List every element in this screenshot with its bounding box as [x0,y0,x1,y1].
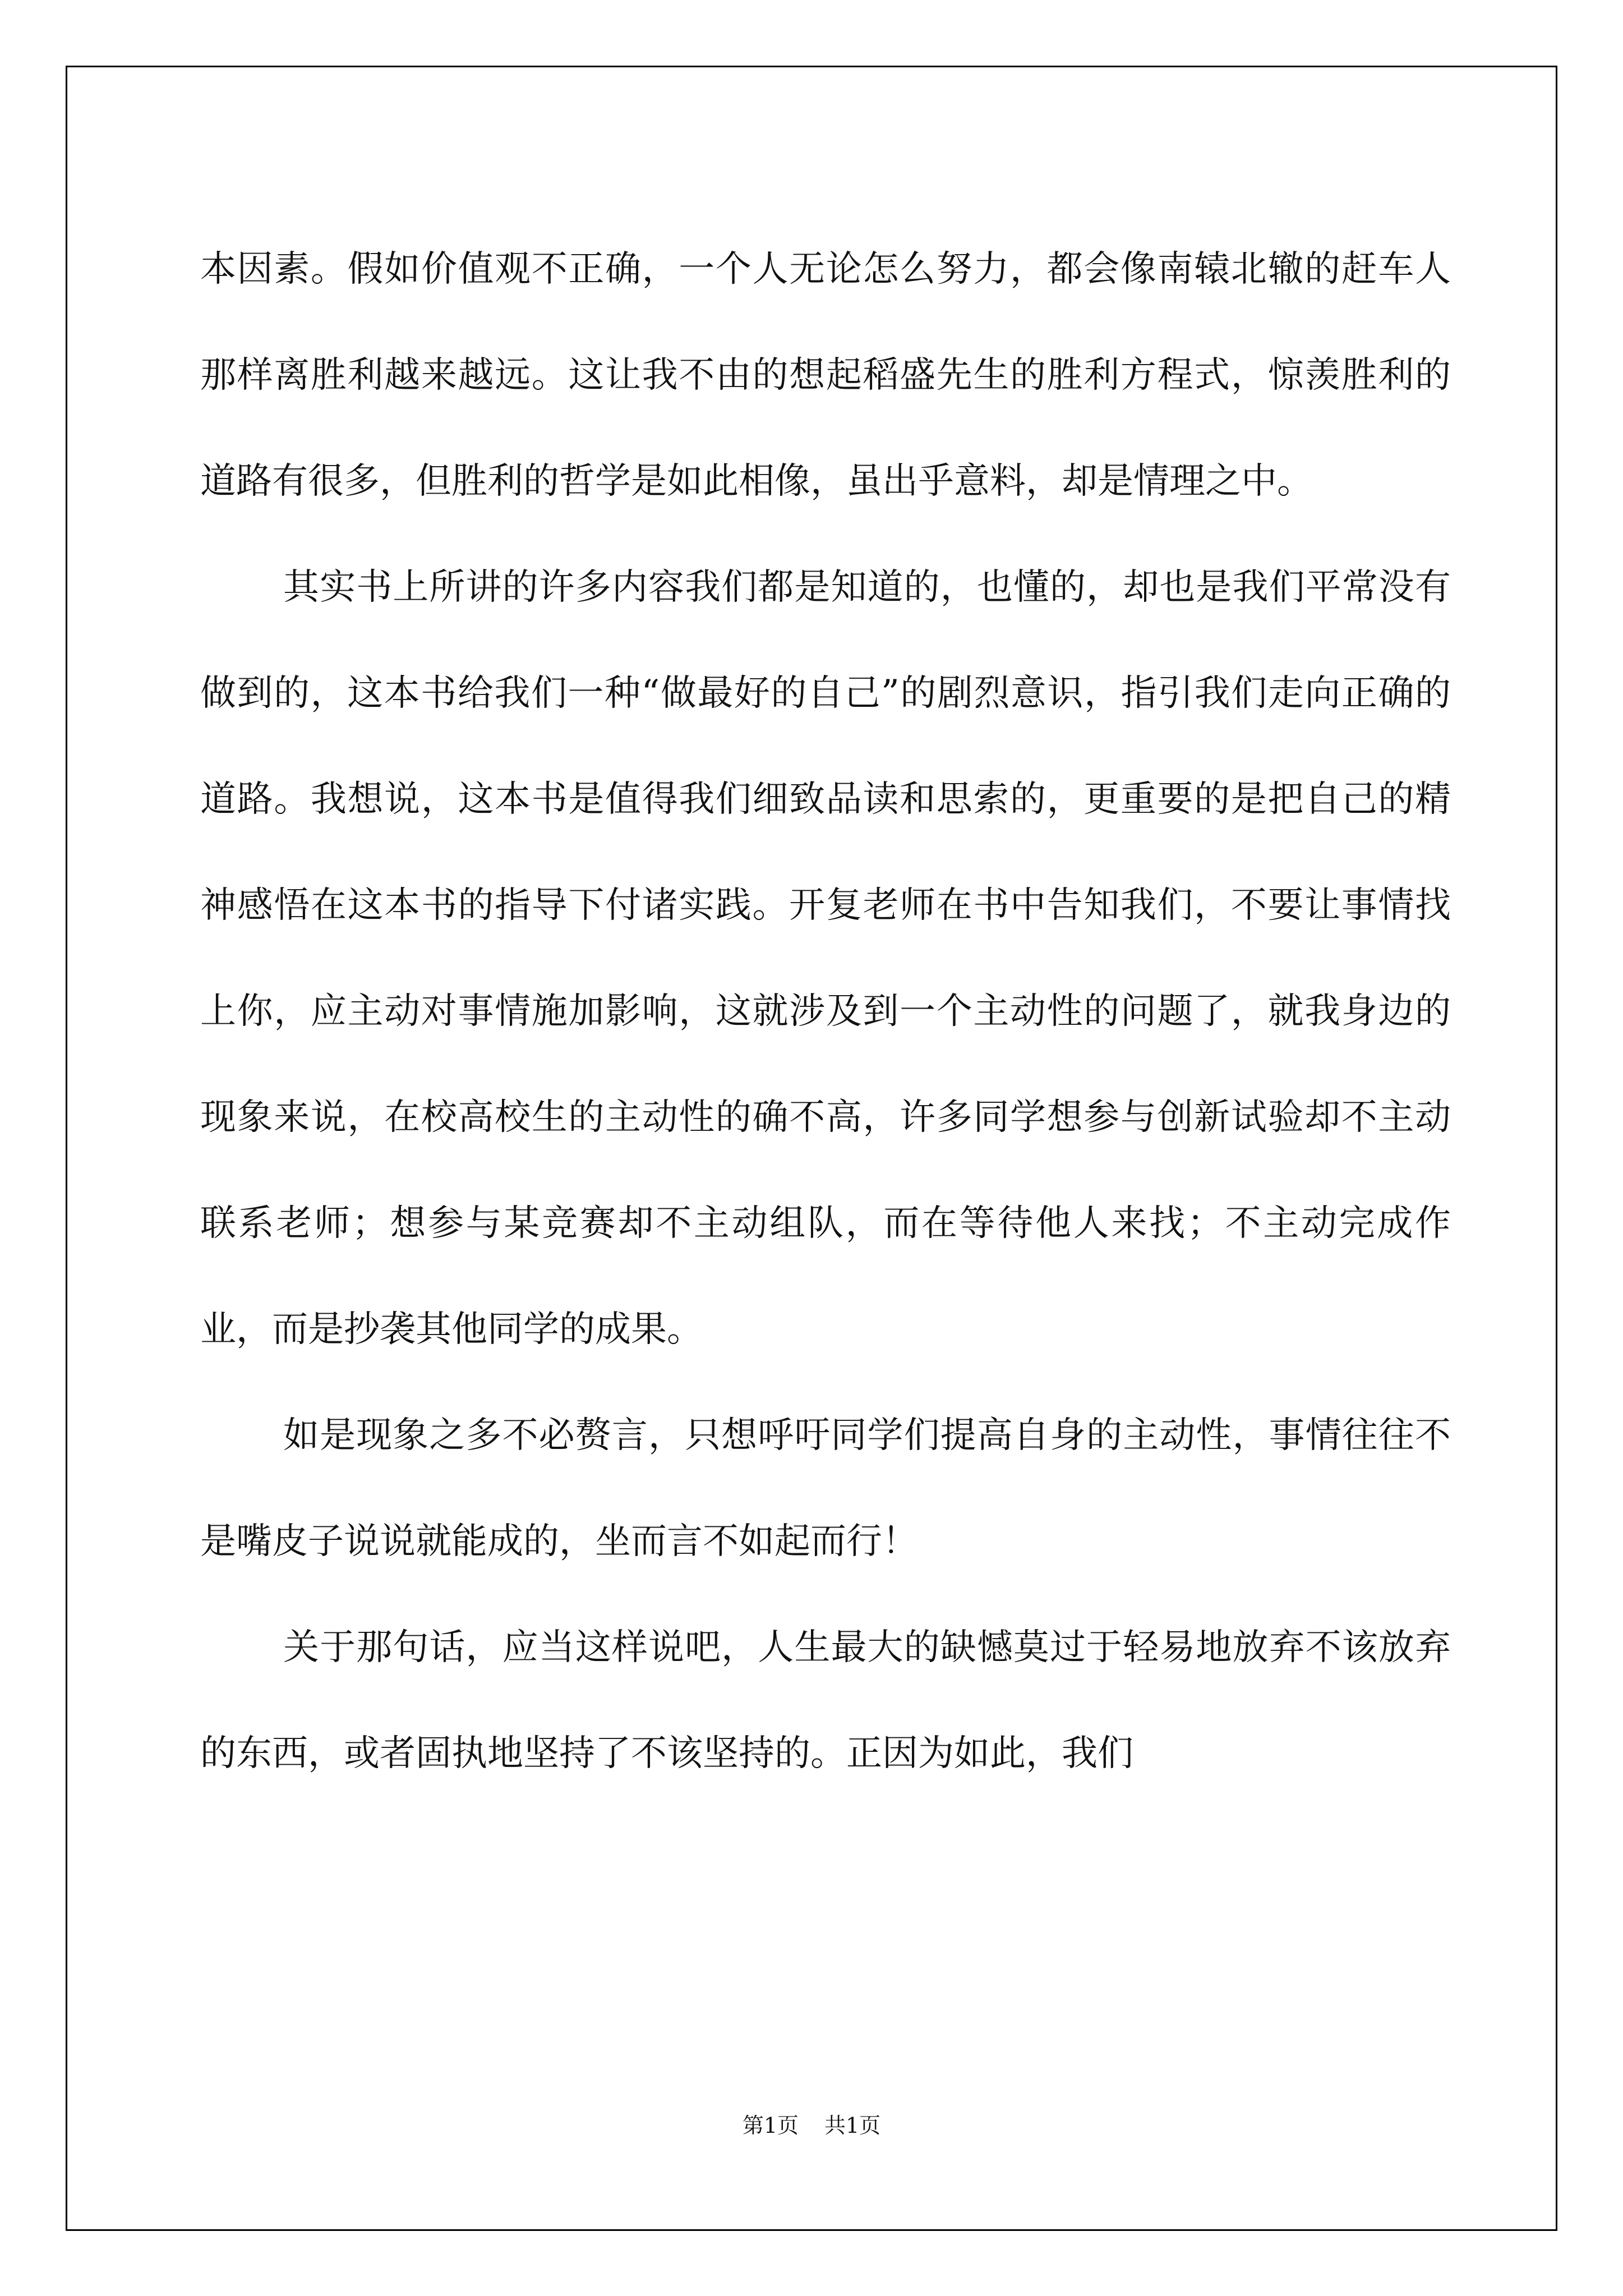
paragraph-2: 其实书上所讲的许多内容我们都是知道的，也懂的，却也是我们平常没有做到的，这本书给我们一种“做最好的自己”的剧烈意识，指引我们走向正确的道路。我想说，这本书是值得我们细致品读和思索的，更重要的是把自己的精神感悟在这本书的指导下付诸实践。开复老师在书中告知我们，不要让事情找上你，应主动对事情施加影响，这就涉及到一个主动性的问题了，就我身边的现象来说，在校高校生的主动性的确不高，许多同学想参与创新试验却不主动联系老师；想参与某竞赛却不主动组队，而在等待他人来找；不主动完成作业，而是抄袭其他同学的成果。 [200,567,1451,1350]
paragraph-1: 本因素。假如价值观不正确，一个人无论怎么努力，都会像南辕北辙的赶车人那样离胜利越来越远。这让我不由的想起稻盛先生的胜利方程式，惊羡胜利的道路有很多，但胜利的哲学是如此相像，虽出乎意料，却是情理之中。 [200,249,1451,502]
paragraph-3: 如是现象之多不必赘言，只想呼吁同学们提高自身的主动性，事情往往不是嘴皮子说说就能成的，坐而言不如起而行！ [200,1415,1451,1562]
paragraph-4: 关于那句话，应当这样说吧，人生最大的缺憾莫过于轻易地放弃不该放弃的东西，或者固执地坚持了不该坚持的。正因为如此，我们 [200,1627,1451,1774]
page-number: 第1页 [742,2113,799,2138]
page-footer [0,2108,1623,2139]
document-body [200,217,1451,1807]
page-total: 共1页 [824,2113,881,2138]
